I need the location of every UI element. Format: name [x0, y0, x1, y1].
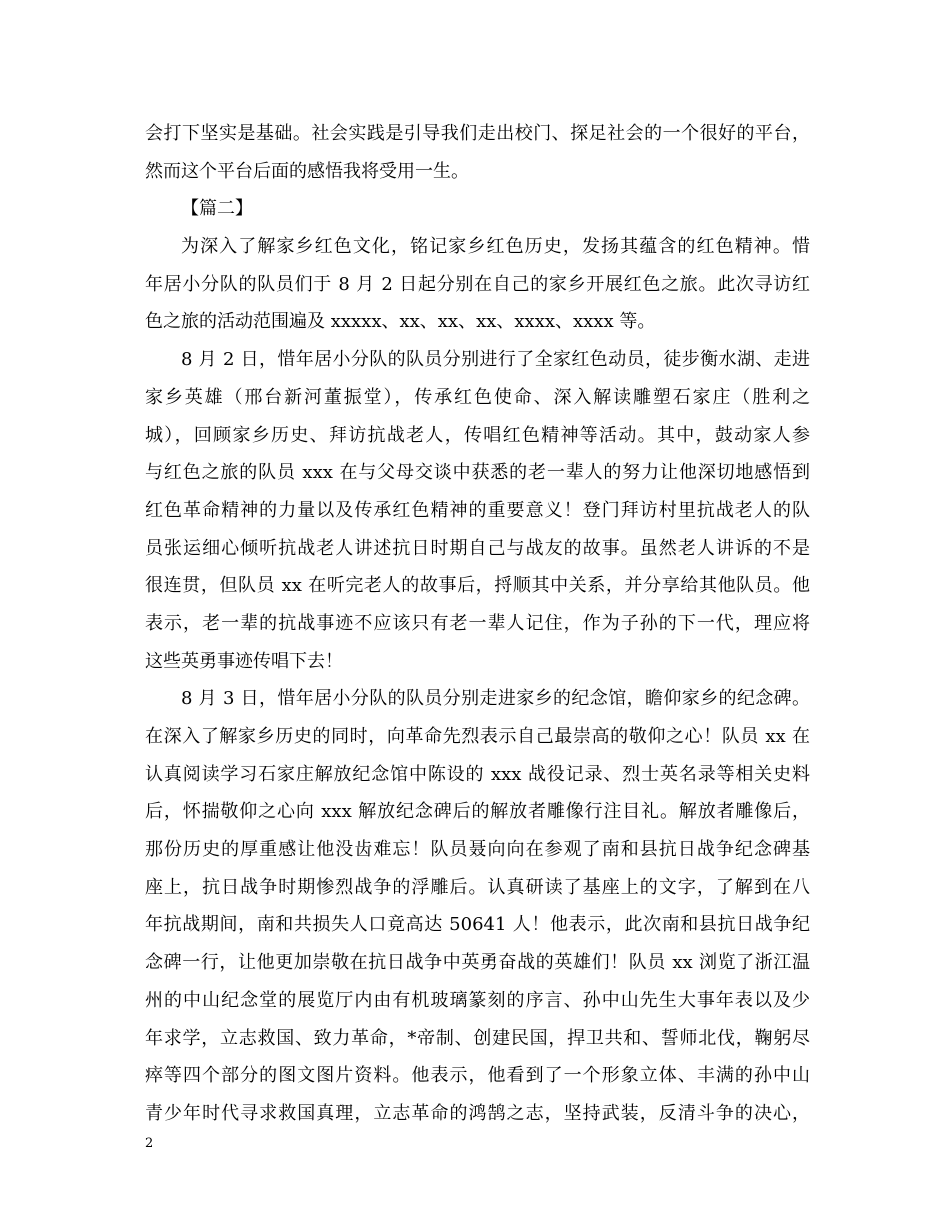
- text-line: 年抗战期间，南和共损失人口竟高达 50641 人！他表示，此次南和县抗日战争纪: [145, 914, 810, 936]
- text-line: 城），回顾家乡历史、拜访抗战老人，传唱红色精神等活动。其中，鼓动家人参: [145, 424, 810, 446]
- text-line: 青少年时代寻求救国真理，立志革命的鸿鹄之志，坚持武装，反清斗争的决心，: [145, 1102, 810, 1124]
- text-line: 后，怀揣敬仰之心向 xxx 解放纪念碑后的解放者雕像行注目礼。解放者雕像后，: [145, 801, 810, 823]
- text-line: 瘁等四个部分的图文图片资料。他表示，他看到了一个形象立体、丰满的孙中山: [145, 1065, 810, 1087]
- text-line: 念碑一行，让他更加崇敬在抗日战争中英勇奋战的英雄们！队员 xx 浏览了浙江温: [145, 952, 810, 974]
- text-line: 员张运细心倾听抗战老人讲述抗日时期自己与战友的故事。虽然老人讲诉的不是: [145, 537, 810, 559]
- text-line: 认真阅读学习石家庄解放纪念馆中陈设的 xxx 战役记录、烈士英名录等相关史料: [145, 763, 810, 785]
- text-line: 表示，老一辈的抗战事迹不应该只有老一辈人记住，作为子孙的下一代，理应将: [145, 612, 810, 634]
- text-line: 那份历史的厚重感让他没齿难忘！队员聂向向在参观了南和县抗日战争纪念碑基: [145, 839, 810, 861]
- text-line: 年求学，立志救国、致力革命，*帝制、创建民国，捍卫共和、誓师北伐，鞠躬尽: [145, 1027, 810, 1049]
- text-line: 座上，抗日战争时期惨烈战争的浮雕后。认真研读了基座上的文字，了解到在八: [145, 876, 810, 898]
- text-line: 年居小分队的队员们于 8 月 2 日起分别在自己的家乡开展红色之旅。此次寻访红: [145, 273, 810, 295]
- text-line: 8 月 3 日，惜年居小分队的队员分别走进家乡的纪念馆，瞻仰家乡的纪念碑。: [181, 688, 810, 710]
- text-line: 这些英勇事迹传唱下去！: [145, 650, 343, 672]
- page-number: 2: [145, 1136, 154, 1151]
- text-line: 8 月 2 日，惜年居小分队的队员分别进行了全家红色动员，徒步衡水湖、走进: [181, 349, 810, 371]
- text-line: 与红色之旅的队员 xxx 在与父母交谈中获悉的老一辈人的努力让他深切地感悟到: [145, 462, 810, 484]
- text-line: 为深入了解家乡红色文化，铭记家乡红色历史，发扬其蕴含的红色精神。惜: [181, 236, 810, 258]
- text-line: 很连贯，但队员 xx 在听完老人的故事后，捋顺其中关系，并分享给其他队员。他: [145, 575, 810, 597]
- text-line: 红色革命精神的力量以及传承红色精神的重要意义！登门拜访村里抗战老人的队: [145, 499, 810, 521]
- body-text: [145, 115, 810, 1133]
- text-line: 在深入了解家乡历史的同时，向革命先烈表示自己最崇高的敬仰之心！队员 xx 在: [145, 726, 810, 747]
- section-heading: 【篇二】: [181, 198, 253, 220]
- text-line: 色之旅的活动范围遍及 xxxxx、xx、xx、xx、xxxx、xxxx 等。: [145, 311, 656, 333]
- text-line: 州的中山纪念堂的展览厅内由有机玻璃篆刻的序言、孙中山先生大事年表以及少: [145, 989, 810, 1011]
- text-line: 会打下坚实是基础。社会实践是引导我们走出校门、探足社会的一个很好的平台，: [145, 123, 810, 144]
- text-line: 然而这个平台后面的感悟我将受用一生。: [145, 160, 469, 182]
- text-line: 家乡英雄（邢台新河董振堂），传承红色使命、深入解读雕塑石家庄（胜利之: [145, 386, 810, 408]
